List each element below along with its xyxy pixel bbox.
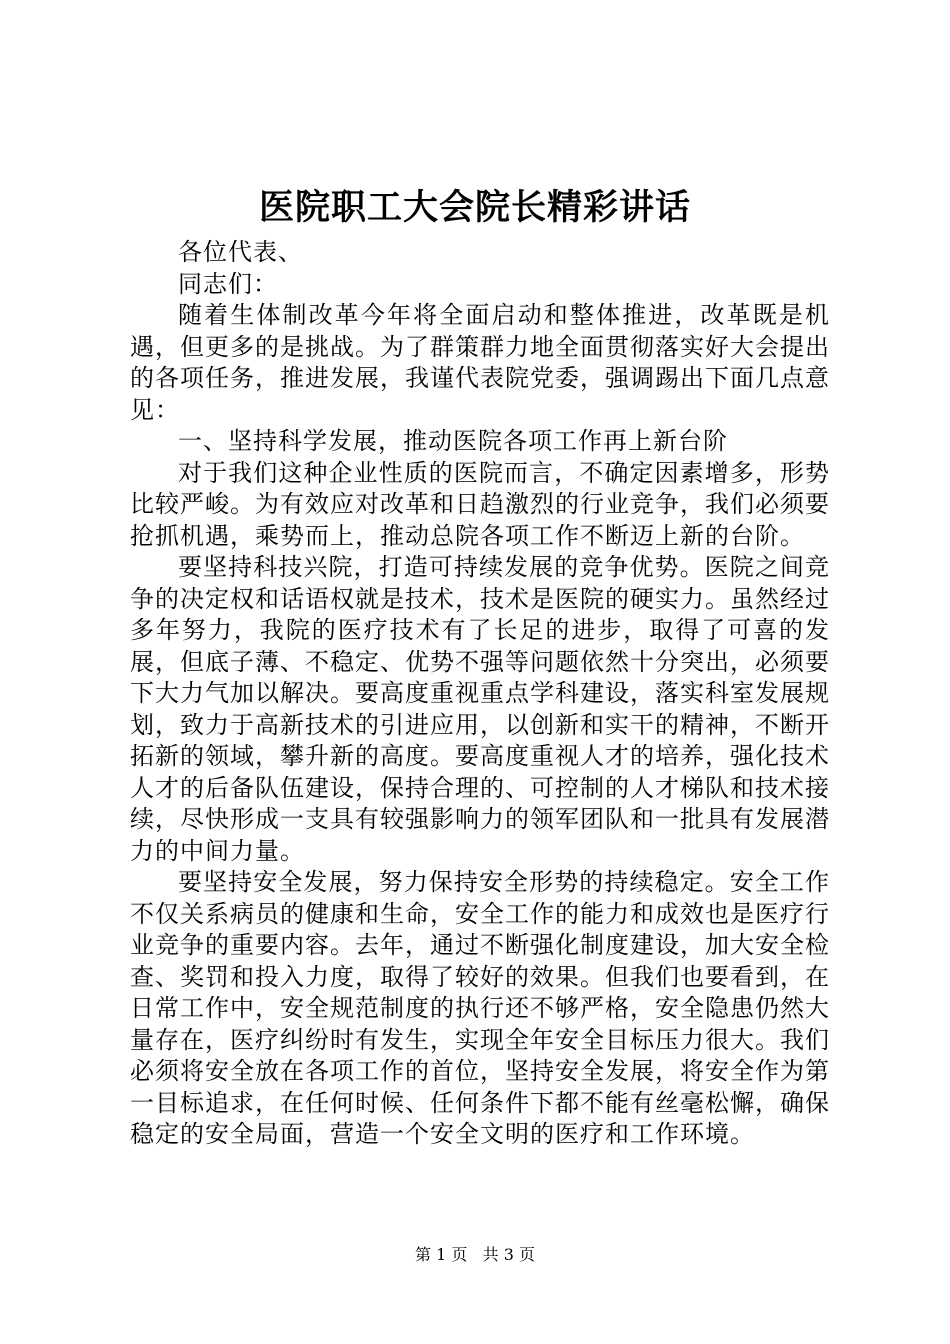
page-footer xyxy=(0,1244,950,1266)
document-body xyxy=(130,237,830,1151)
body-paragraph: 对于我们这种企业性质的医院而言，不确定因素增多，形势比较严峻。为有效应对改革和日趋激烈的行业竞争，我们必须要抢抓机遇，乘势而上，推动总院各项工作不断迈上新的台阶。 xyxy=(130,458,830,550)
body-paragraph: 要坚持科技兴院，打造可持续发展的竞争优势。医院之间竞争的决定权和话语权就是技术，技术是医院的硬实力。虽然经过多年努力，我院的医疗技术有了长足的进步，取得了可喜的发展，但底子薄、不稳定、优势不强等问题依然十分突出，必须要下大力气加以解决。要高度重视重点学科建设，落实科室发展规划，致力于高新技术的引进应用，以创新和实干的精神，不断开拓新的领域，攀升新的高度。要高度重视人才的培养，强化技术人才的后备队伍建设，保持合理的、可控制的人才梯队和技术接续，尽快形成一支具有较强影响力的领军团队和一批具有发展潜力的中间力量。 xyxy=(130,553,830,865)
page-number: 第 1 页 xyxy=(415,1245,468,1264)
body-paragraph: 要坚持安全发展，努力保持安全形势的持续稳定。安全工作不仅关系病员的健康和生命，安全工作的能力和成效也是医疗行业竞争的重要内容。去年，通过不断强化制度建设，加大安全检查、奖罚和投入力度，取得了较好的效果。但我们也要看到，在日常工作中，安全规范制度的执行还不够严格，安全隐患仍然大量存在，医疗纠纷时有发生，实现全年安全目标压力很大。我们必须将安全放在各项工作的首位，坚持安全发展，将安全作为第一目标追求，在任何时候、任何条件下都不能有丝毫松懈，确保稳定的安全局面，营造一个安全文明的医疗和工作环境。 xyxy=(130,868,830,1148)
page-total: 共 3 页 xyxy=(482,1245,535,1264)
section-heading-1: 一、坚持科学发展，推动医院各项工作再上新台阶 xyxy=(178,427,728,455)
intro-paragraph: 随着生体制改革今年将全面启动和整体推进，改革既是机遇，但更多的是挑战。为了群策群力地全面贯彻落实好大会提出的各项任务，推进发展，我谨代表院党委，强调踢出下面几点意见： xyxy=(130,301,830,424)
salutation-line-1: 各位代表、 xyxy=(178,238,303,266)
salutation-line-2: 同志们： xyxy=(178,269,278,298)
document-title: 医院职工大会院长精彩讲话 xyxy=(258,187,691,228)
